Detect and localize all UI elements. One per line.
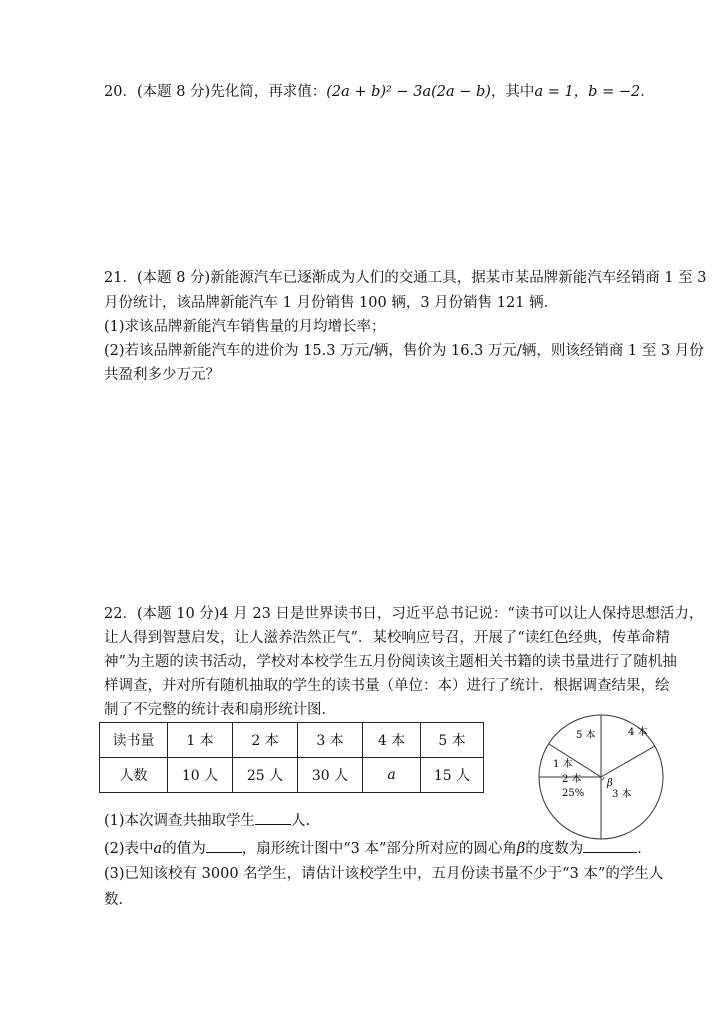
q22-sub1-end: 人.: [291, 813, 311, 829]
q21-line-2: 月份统计，该品牌新能汽车 1 月份销售 100 辆，3 月份销售 121 辆．: [104, 295, 559, 311]
q20-expression: (2a + b)² − 3a(2a − b): [326, 84, 491, 100]
q20-end: ．: [640, 84, 655, 100]
q21-line-4: (2)若该品牌新能汽车的进价为 15.3 万元/辆，售价为 16.3 万元/辆，则该经销商 1 至 3 月份: [104, 343, 704, 359]
q22-sub2-text-d: 的度数为: [525, 841, 584, 857]
q22-sub2-var: a: [153, 841, 163, 857]
q20-line: [104, 82, 655, 102]
pie-label-five: 5 本: [576, 730, 596, 741]
table-row: [100, 758, 484, 793]
table-cell: a: [363, 758, 421, 793]
q22-line-5: 制了不完整的统计表和扇形统计图．: [104, 702, 336, 718]
pie-label-two: 2 本: [562, 774, 582, 785]
table-cell: 3 本: [298, 723, 363, 758]
q20-mid: ，其中: [490, 84, 535, 100]
answer-blank[interactable]: [206, 838, 242, 853]
q22-line-4: 样调查，并对所有随机抽取的学生的读书量（单位：本）进行了统计．根据调查结果，绘: [104, 678, 670, 694]
table-cell: 5 本: [421, 723, 484, 758]
answer-blank[interactable]: [255, 810, 291, 825]
pie-label-beta: β: [607, 778, 613, 789]
q22-sub2-end: ．: [637, 841, 652, 857]
q22-sub2: [104, 838, 652, 859]
table-cell: 人数: [100, 758, 168, 793]
pie-label-four: 4 本: [628, 727, 648, 738]
q22-line-2: 让人得到智慧启发，让人滋养浩然正气”．某校响应号召，开展了“读红色经典，传革命精: [104, 630, 670, 646]
table-cell: 25 人: [233, 758, 298, 793]
q22-line-3: 神”为主题的读书活动，学校对本校学生五月份阅读该主题相关书籍的读书量进行了随机抽: [104, 654, 677, 670]
q21-line-3: (1)求该品牌新能汽车销售量的月均增长率；: [104, 319, 386, 335]
q20-condition: a = 1，b = −2: [534, 84, 641, 100]
pie-label-three: 3 本: [612, 789, 632, 800]
q21-line-1: 21．(本题 8 分)新能源汽车已逐渐成为人们的交通工具，据某市某品牌新能汽车经销商 1 至 3: [104, 270, 707, 286]
reading-stat-table: [99, 722, 484, 793]
table-cell: 1 本: [168, 723, 233, 758]
pie-label-one: 1 本: [553, 759, 573, 770]
pie-divider: [601, 746, 655, 777]
pie-chart: [536, 712, 666, 842]
table-cell: 15 人: [421, 758, 484, 793]
table-cell: 读书量: [100, 723, 168, 758]
table-cell: 10 人: [168, 758, 233, 793]
q22-sub1-text: (1)本次调查共抽取学生: [104, 813, 256, 829]
q22-sub2-text: (2)表中: [104, 841, 154, 857]
q22-sub2-text-c: ，扇形统计图中“3 本”部分所对应的圆心角: [241, 841, 517, 857]
q22-sub3-line-1: (3)已知该校有 3000 名学生，请估计该校学生中，五月份读书量不少于“3 本”的学生人: [104, 866, 664, 882]
q20-prefix: 20．(本题 8 分)先化简，再求值：: [104, 84, 327, 100]
table-cell: 4 本: [363, 723, 421, 758]
q21-line-5: 共盈利多少万元？: [104, 367, 220, 383]
answer-blank[interactable]: [583, 838, 637, 853]
q22-sub3-line-2: 数．: [104, 892, 133, 908]
q22-sub1: [104, 810, 310, 831]
table-header-row: [100, 723, 484, 758]
table-cell: 2 本: [233, 723, 298, 758]
q22-line-1: 22．(本题 10 分)4 月 23 日是世界读书日，习近平总书记说：“读书可以让人保持思想活力，: [104, 606, 704, 622]
q22-sub2-text-b: 的值为: [162, 841, 206, 857]
q22-sub2-beta: β: [516, 841, 526, 857]
pie-label-two-pct: 25%: [562, 788, 585, 799]
table-cell: 30 人: [298, 758, 363, 793]
